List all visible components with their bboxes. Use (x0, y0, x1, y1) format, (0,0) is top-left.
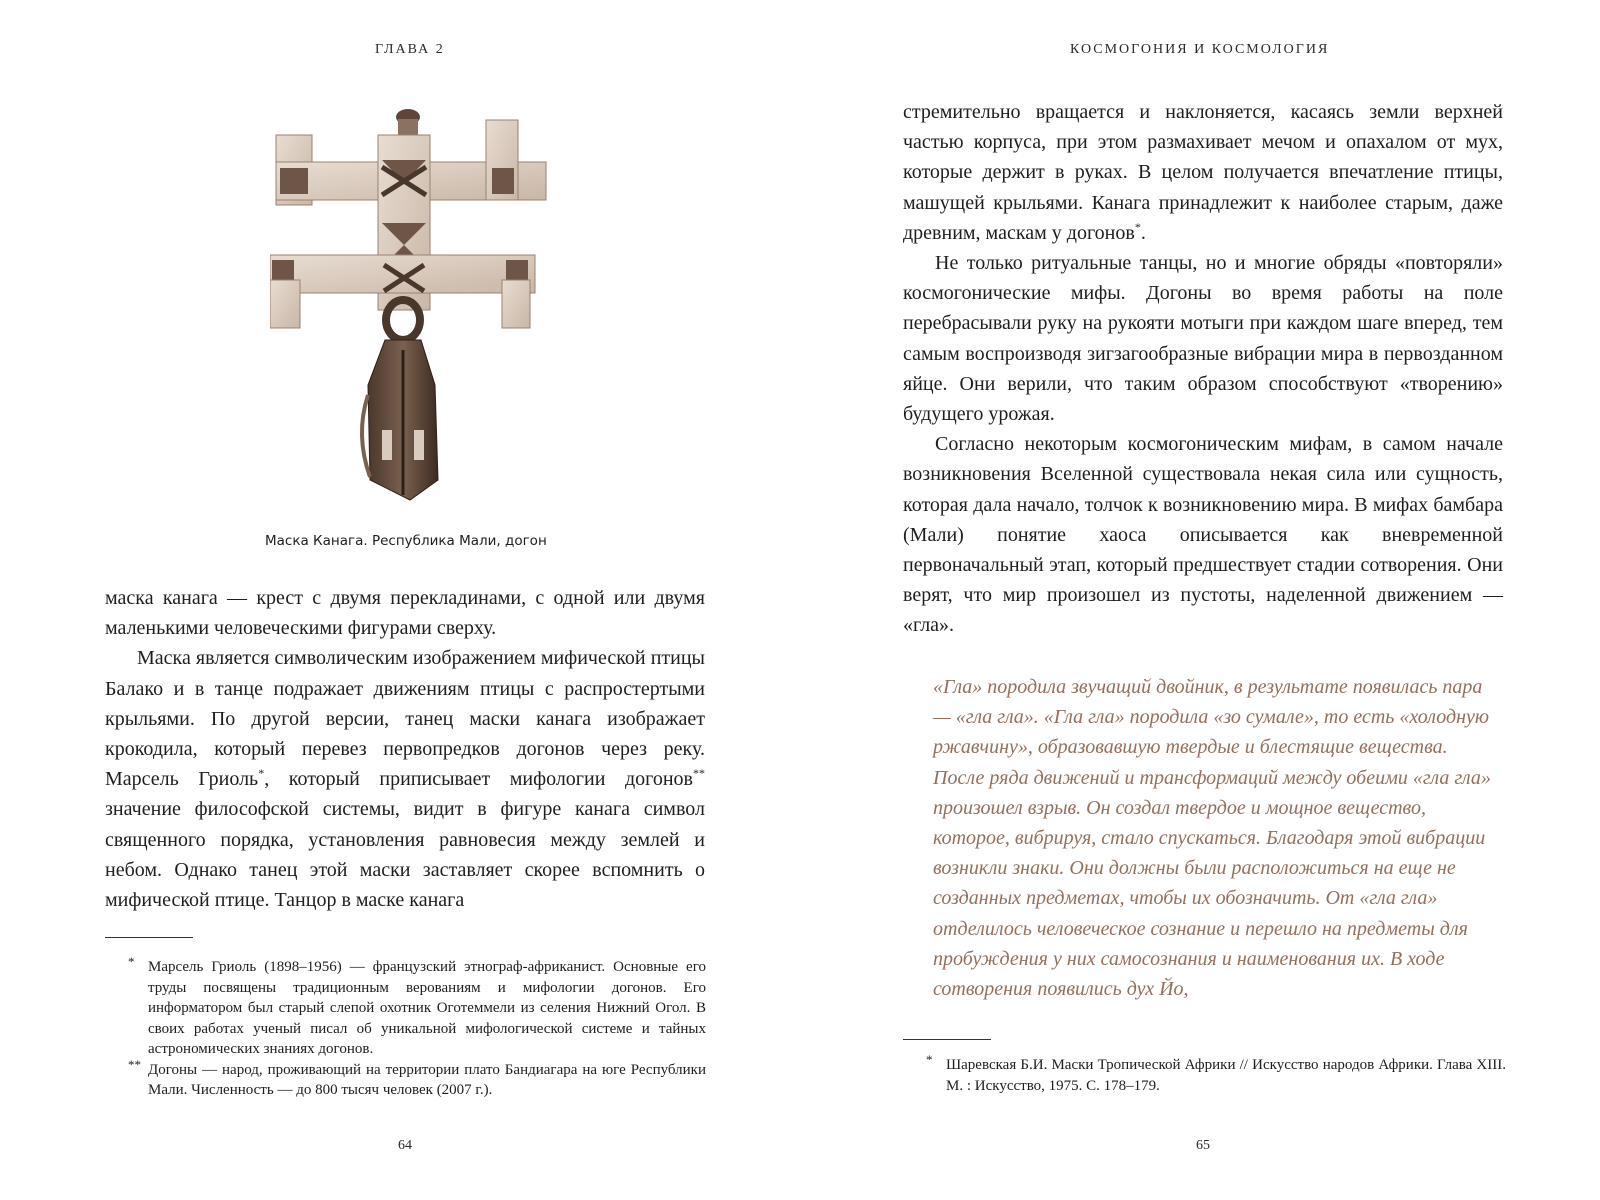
left-body-text (105, 583, 705, 915)
footnote-ref[interactable]: ** (693, 766, 706, 781)
footnote (128, 1056, 706, 1101)
right-page (800, 0, 1600, 1200)
footnote-ref[interactable]: * (1134, 219, 1141, 234)
page-number-left: 64 (398, 1138, 412, 1153)
paragraph-text: Не только ритуальные танцы, но и многие обряды «повторяли» космогонические мифы. Догоны во время работы на поле перебрасывали руку на рукояти мотыги при каждом шаге вперед, тем самым воспроизводя зигзагообразные вибрации мира в первозданном яйце. Они верили, что таким образом способствуют «творению» будущего урожая. (903, 252, 1503, 426)
footnote-text: Марсель Гриоль (1898–1956) — французский этнограф-африканист. Основные его труды посвящены традиционным верованиям и мифологии догонов. Его информатором был старый слепой охотник Оготеммели из селения Нижний Огол. В своих работах ученый писал об уникальной мифологической системе и тайных астрономических знаниях догонов. (148, 959, 706, 1057)
paragraph-text: . (1140, 221, 1146, 244)
paragraph (105, 643, 705, 915)
kanaga-mask-illustration (270, 105, 550, 515)
paragraph (903, 248, 1503, 429)
kanaga-mask-image (270, 105, 550, 515)
left-footnotes (128, 954, 706, 1101)
paragraph-text: Согласно некоторым космогоническим мифам, в самом начале возникновения Вселенной существовала некая сила или сущность, которая дала начало, толчок к возникновению мира. В мифах бамбара (Мали) понятие хаоса описывается как вневременной первоначальный этап, который предшествует стадии сотворения. Они верят, что мир произошел из пустоты, наделенной движением — «гла». (903, 433, 1503, 637)
page-number-right: 65 (1196, 1138, 1210, 1153)
footnote-divider (105, 937, 193, 938)
running-head-right: КОСМОГОНИЯ И КОСМОЛОГИЯ (1070, 42, 1330, 57)
figure-caption: Маска Канага. Республика Мали, догон (265, 533, 547, 549)
footnote-ref[interactable]: * (258, 766, 265, 781)
paragraph (105, 583, 705, 643)
footnote-text: Догоны — народ, проживающий на территории плато Бандиагара на юге Республики Мали. Численность — до 800 тысяч человек (2007 г.). (148, 1061, 706, 1098)
paragraph-text: Маска является символическим изображением мифической птицы Балако и в танце подражает движениям птицы с распростертыми крыльями. По другой версии, танец маски канага изображает крокодила, который перевез первопредков догонов через реку. Марсель Гриоль (105, 647, 705, 791)
running-head-left: ГЛАВА 2 (375, 42, 445, 57)
paragraph-text: стремительно вращается и наклоняется, касаясь земли верхней частью корпуса, при этом размахивает мечом и опахалом от мух, которые держит в руках. В целом получается впечатление птицы, машущей крыльями. Канага принадлежит к наиболее старым, даже древним, маскам у догонов (903, 101, 1503, 244)
paragraph-text: значение философской системы, видит в фигуре канага символ священного порядка, установления равновесия между землей и небом. Однако танец этой маски заставляет скорее вспомнить о мифической птице. Танцор в маске канага (105, 798, 705, 912)
paragraph-text: , который приписывает мифологии догонов (264, 768, 694, 791)
paragraph (903, 429, 1503, 640)
myth-quote: «Гла» породила звучащий двойник, в результате появилась пара — «гла гла». «Гла гла» породила «зо сумале», то есть «холодную ржавчину», образовавшую твердые и блестящие вещества. После ряда движений и трансформаций между обеими «гла гла» произошел взрыв. Он создал твердое и мощное вещество, которое, вибрируя, стало спускаться. Благодаря этой вибрации возникли знаки. Они должны были расположиться на еще не созданных предметах, чтобы их обозначить. От «гла гла» отделилось человеческое сознание и перешло на предметы для пробуждения у них самосознания и наименования их. В ходе сотворения появились дух Йо, (933, 676, 1491, 1001)
footnote-mark: ** (128, 1056, 141, 1072)
footnote-mark: * (128, 954, 135, 969)
footnote (926, 1052, 1506, 1096)
right-body-text (903, 97, 1503, 641)
footnote (128, 954, 706, 1060)
footnote-text: Шаревская Б.И. Маски Тропической Африки // Искусство народов Африки. Глава XIII. М. : Искусство, 1975. С. 178–179. (946, 1057, 1506, 1094)
paragraph-text: маска канага — крест с двумя перекладинами, с одной или двумя маленькими человеческими фигурами сверху. (105, 587, 705, 640)
footnote-mark: * (926, 1052, 933, 1067)
right-footnotes (926, 1052, 1506, 1096)
footnote-divider (903, 1039, 991, 1040)
paragraph (903, 97, 1503, 248)
